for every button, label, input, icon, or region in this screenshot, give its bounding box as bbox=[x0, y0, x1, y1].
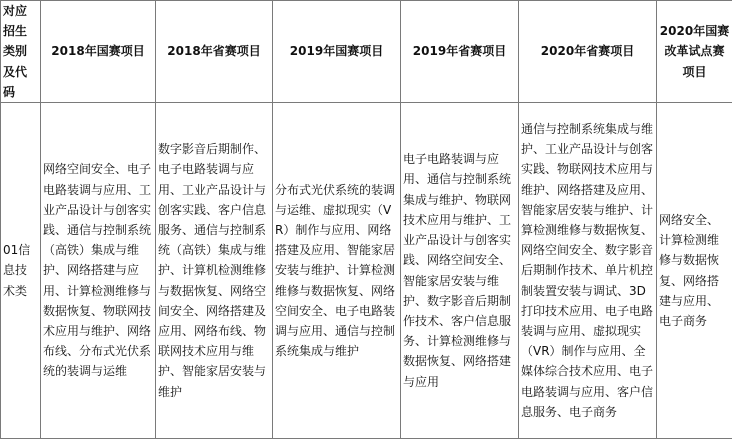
national-2019-cell: 分布式光伏系统的装调与运维、虚拟现实（VR）制作与应用、网络搭建及应用、智能家居安装与维护、计算检测维修与数据恢复、网络空间安全、电子电路装调与应用、通信与控制系统集成与维护 bbox=[273, 103, 401, 439]
provincial-2018-cell: 数字影音后期制作、电子电路装调与应用、工业产品设计与创客实践、客户信息服务、通信与控制系统（高铁）集成与维护、计算机检测维修与数据恢复、网络空间安全、网络搭建及应用、网络布线、物联网技术应用与维护、智能家居安装与维护 bbox=[156, 103, 273, 439]
header-provincial-2019: 2019年省赛项目 bbox=[401, 1, 519, 103]
header-national-2018: 2018年国赛项目 bbox=[41, 1, 156, 103]
national-2018-cell: 网络空间安全、电子电路装调与应用、工业产品设计与创客实践、通信与控制系统（高铁）集成与维护、网络搭建与应用、计算检测维修与数据恢复、物联网技术应用与维护、网络布线、分布式光伏系统的装调与运维 bbox=[41, 103, 156, 439]
header-national-2019: 2019年国赛项目 bbox=[273, 1, 401, 103]
header-provincial-2020: 2020年省赛项目 bbox=[519, 1, 657, 103]
category-cell: 01信息技术类 bbox=[1, 103, 41, 439]
header-reform-2020: 2020年国赛改革试点赛项目 bbox=[657, 1, 732, 103]
table-row bbox=[1, 103, 732, 439]
header-category: 对应招生类别及代码 bbox=[1, 1, 41, 103]
provincial-2020-cell: 通信与控制系统集成与维护、工业产品设计与创客实践、物联网技术应用与维护、网络搭建及应用、智能家居安装与维护、计算检测维修与数据恢复、网络空间安全、数字影音后期制作技术、单片机控制装置安装与调试、3D打印技术应用、电子电路装调与应用、虚拟现实（VR）制作与应用、全媒体综合技术应用、电子电路装调与应用、客户信息服务、电子商务 bbox=[519, 103, 657, 439]
provincial-2019-cell: 电子电路装调与应用、通信与控制系统集成与维护、物联网技术应用与维护、工业产品设计与创客实践、网络空间安全、智能家居安装与维护、数字影音后期制作技术、客户信息服务、计算检测维修与数据恢复、网络搭建与应用 bbox=[401, 103, 519, 439]
reform-2020-cell: 网络安全、计算检测维修与数据恢复、网络搭建与应用、电子商务 bbox=[657, 103, 732, 439]
header-provincial-2018: 2018年省赛项目 bbox=[156, 1, 273, 103]
header-row bbox=[1, 1, 732, 103]
